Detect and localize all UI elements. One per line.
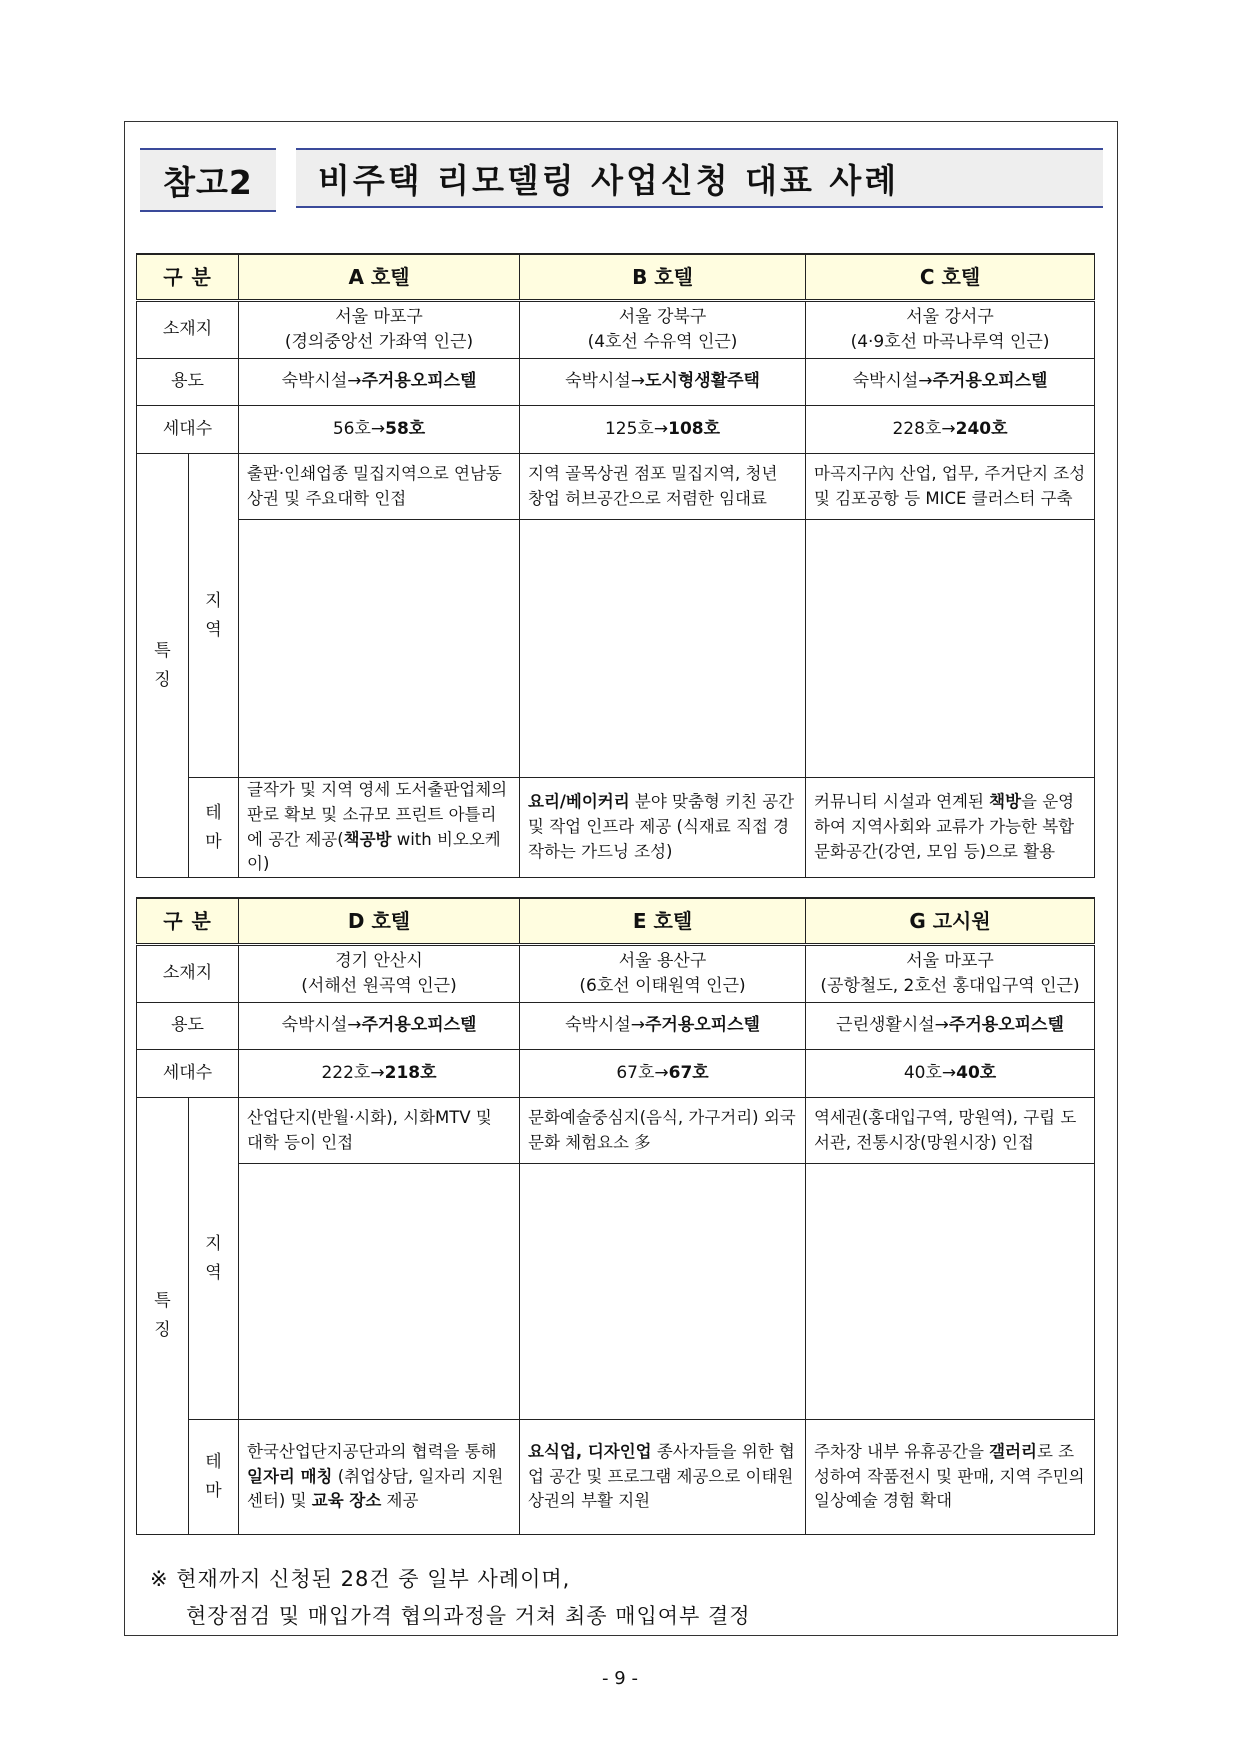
- usage-row: [137, 359, 1095, 406]
- usage-to: 주거용오피스텔: [361, 371, 477, 392]
- theme-highlight: 교육 장소: [311, 1491, 382, 1511]
- theme-text: [806, 1420, 1095, 1535]
- location-line: (6호선 이태원역 인근): [579, 976, 746, 996]
- location-line: (4·9호선 마곡나루역 인근): [850, 332, 1050, 352]
- footnote: [150, 1561, 751, 1635]
- usage-from: 숙박시설→: [565, 1015, 645, 1036]
- theme-highlight: 요리/베이커리: [528, 792, 630, 812]
- feature-label: 특 징: [154, 1291, 171, 1340]
- units-to: 40호: [956, 1062, 997, 1083]
- row-label: 소재지: [137, 301, 239, 359]
- theme-label: 테 마: [205, 802, 222, 852]
- region-label: 지 역: [205, 590, 222, 640]
- usage-to: 주거용오피스텔: [932, 371, 1048, 392]
- row-label: 용도: [137, 1003, 239, 1050]
- theme-row: [137, 778, 1095, 878]
- theme-text: [239, 778, 520, 878]
- theme-part: with 비오오케이): [247, 829, 501, 874]
- category-header: 구 분: [137, 898, 239, 945]
- theme-part: 을 운영하여 지역사회와 교류가 가능한 복합문화공간(강연, 모임 등)으로 활용: [814, 792, 1075, 861]
- region-text: 지역 골목상권 점포 밀집지역, 청년 창업 허브공간으로 저렴한 임대료: [520, 454, 806, 520]
- map-row: [137, 1164, 1095, 1420]
- region-text: 산업단지(반월·시화), 시화MTV 및 대학 등이 인접: [239, 1098, 520, 1164]
- theme-part: 분야 맞춤형 키친 공간 및 작업 인프라 제공 (식재료 직접 경작하는 가드닝 조성): [528, 792, 795, 861]
- theme-highlight: 갤러리: [989, 1441, 1037, 1461]
- usage-from: 숙박시설→: [281, 1015, 362, 1036]
- theme-part: (취업상담, 일자리 지원 센터) 및: [247, 1466, 504, 1511]
- row-label: 용도: [137, 359, 239, 406]
- row-label: 세대수: [137, 1050, 239, 1098]
- section-label: 참고2: [140, 148, 276, 212]
- units-from: 56호→: [332, 418, 386, 439]
- usage-from: 근린생활시설→: [836, 1015, 949, 1036]
- location-line: 경기 안산시: [335, 950, 423, 971]
- table-header-row: [137, 254, 1095, 301]
- page-number: - 9 -: [602, 1668, 638, 1689]
- region-text: 문화예술중심지(음식, 가구거리) 외국문화 체험요소 多: [520, 1098, 806, 1164]
- theme-label: 테 마: [205, 1452, 222, 1501]
- theme-part: 한국산업단지공단과의 협력을 통해: [247, 1441, 497, 1461]
- case-name: C 호텔: [806, 254, 1095, 301]
- units-from: 222호→: [321, 1062, 385, 1083]
- theme-text: [520, 1420, 806, 1535]
- region-text: 마곡지구內 산업, 업무, 주거단지 조성 및 김포공항 등 MICE 클러스터 구축: [806, 454, 1095, 520]
- location-line: (서해선 원곡역 인근): [301, 976, 457, 996]
- location-row: [137, 301, 1095, 359]
- theme-part: 종사자들을 위한 협업 공간 및 프로그램 제공으로 이태원 상권의 부활 지원: [528, 1441, 795, 1511]
- case-name: B 호텔: [520, 254, 806, 301]
- region-text: 역세권(홍대입구역, 망원역), 구립 도서관, 전통시장(망원시장) 인접: [806, 1098, 1095, 1164]
- footnote-line: 현장점검 및 매입가격 협의과정을 거쳐 최종 매입여부 결정: [186, 1603, 751, 1628]
- usage-to: 주거용오피스텔: [361, 1015, 477, 1036]
- location-line: 서울 용산구: [618, 950, 707, 971]
- units-to: 108호: [668, 418, 721, 439]
- category-header: 구 분: [137, 254, 239, 301]
- theme-highlight: 책공방: [343, 829, 392, 849]
- case-name: E 호텔: [520, 898, 806, 945]
- feature-label: 특 징: [154, 640, 171, 690]
- theme-part: 주차장 내부 유휴공간을: [814, 1441, 990, 1461]
- usage-row: [137, 1003, 1095, 1050]
- units-from: 125호→: [604, 418, 669, 439]
- units-to: 240호: [955, 418, 1008, 439]
- region-text: 출판·인쇄업종 밀집지역으로 연남동 상권 및 주요대학 인접: [239, 454, 520, 520]
- page-title: 비주택 리모델링 사업신청 대표 사례: [296, 148, 1103, 208]
- location-line: 서울 마포구: [906, 950, 994, 971]
- location-line: (4호선 수유역 인근): [587, 332, 738, 352]
- theme-text: [806, 778, 1095, 878]
- theme-highlight: 일자리 매칭: [247, 1466, 333, 1486]
- location-line: 서울 강북구: [618, 306, 707, 327]
- units-to: 218호: [384, 1062, 437, 1083]
- row-label: 소재지: [137, 945, 239, 1003]
- location-line: (공항철도, 2호선 홍대입구역 인근): [820, 976, 1080, 996]
- theme-part: 커뮤니티 시설과 연계된: [814, 792, 990, 812]
- units-row: [137, 406, 1095, 454]
- region-text-row: [137, 454, 1095, 520]
- theme-highlight: 책방: [989, 792, 1022, 812]
- units-from: 228호→: [892, 418, 956, 439]
- units-from: 67호→: [616, 1062, 669, 1083]
- cases-table-2: [136, 897, 1095, 1535]
- row-label: 세대수: [137, 406, 239, 454]
- case-name: G 고시원: [806, 898, 1095, 945]
- map-row: [137, 520, 1095, 778]
- theme-part: 제공: [381, 1491, 419, 1511]
- usage-from: 숙박시설→: [281, 371, 362, 392]
- table-header-row: [137, 898, 1095, 945]
- units-to: 58호: [385, 418, 426, 439]
- theme-part: 글작가 및 지역 영세 도서출판업체의 판로 확보 및 소규모 프린트 아틀리에 공간 제공(: [247, 780, 508, 849]
- location-row: [137, 945, 1095, 1003]
- units-row: [137, 1050, 1095, 1098]
- theme-row: [137, 1420, 1095, 1535]
- cases-table-1: [136, 253, 1095, 878]
- region-label: 지 역: [205, 1233, 222, 1283]
- theme-text: [520, 778, 806, 878]
- case-name: A 호텔: [239, 254, 520, 301]
- usage-to: 도시형생활주택: [645, 371, 760, 392]
- theme-part: 로 조성하여 작품전시 및 판매, 지역 주민의 일상예술 경험 확대: [814, 1441, 1085, 1511]
- usage-from: 숙박시설→: [852, 371, 933, 392]
- case-name: D 호텔: [239, 898, 520, 945]
- footnote-line: ※ 현재까지 신청된 28건 중 일부 사례이며,: [150, 1567, 571, 1591]
- usage-to: 주거용오피스텔: [948, 1015, 1064, 1036]
- units-to: 67호: [668, 1062, 709, 1083]
- usage-to: 주거용오피스텔: [645, 1015, 760, 1036]
- region-text-row: [137, 1098, 1095, 1164]
- usage-from: 숙박시설→: [565, 371, 645, 392]
- theme-highlight: 요식업, 디자인업: [528, 1441, 652, 1461]
- location-line: 서울 마포구: [335, 306, 423, 327]
- location-line: 서울 강서구: [906, 306, 994, 327]
- units-from: 40호→: [903, 1062, 957, 1083]
- theme-text: [239, 1420, 520, 1535]
- location-line: (경의중앙선 가좌역 인근): [284, 332, 474, 352]
